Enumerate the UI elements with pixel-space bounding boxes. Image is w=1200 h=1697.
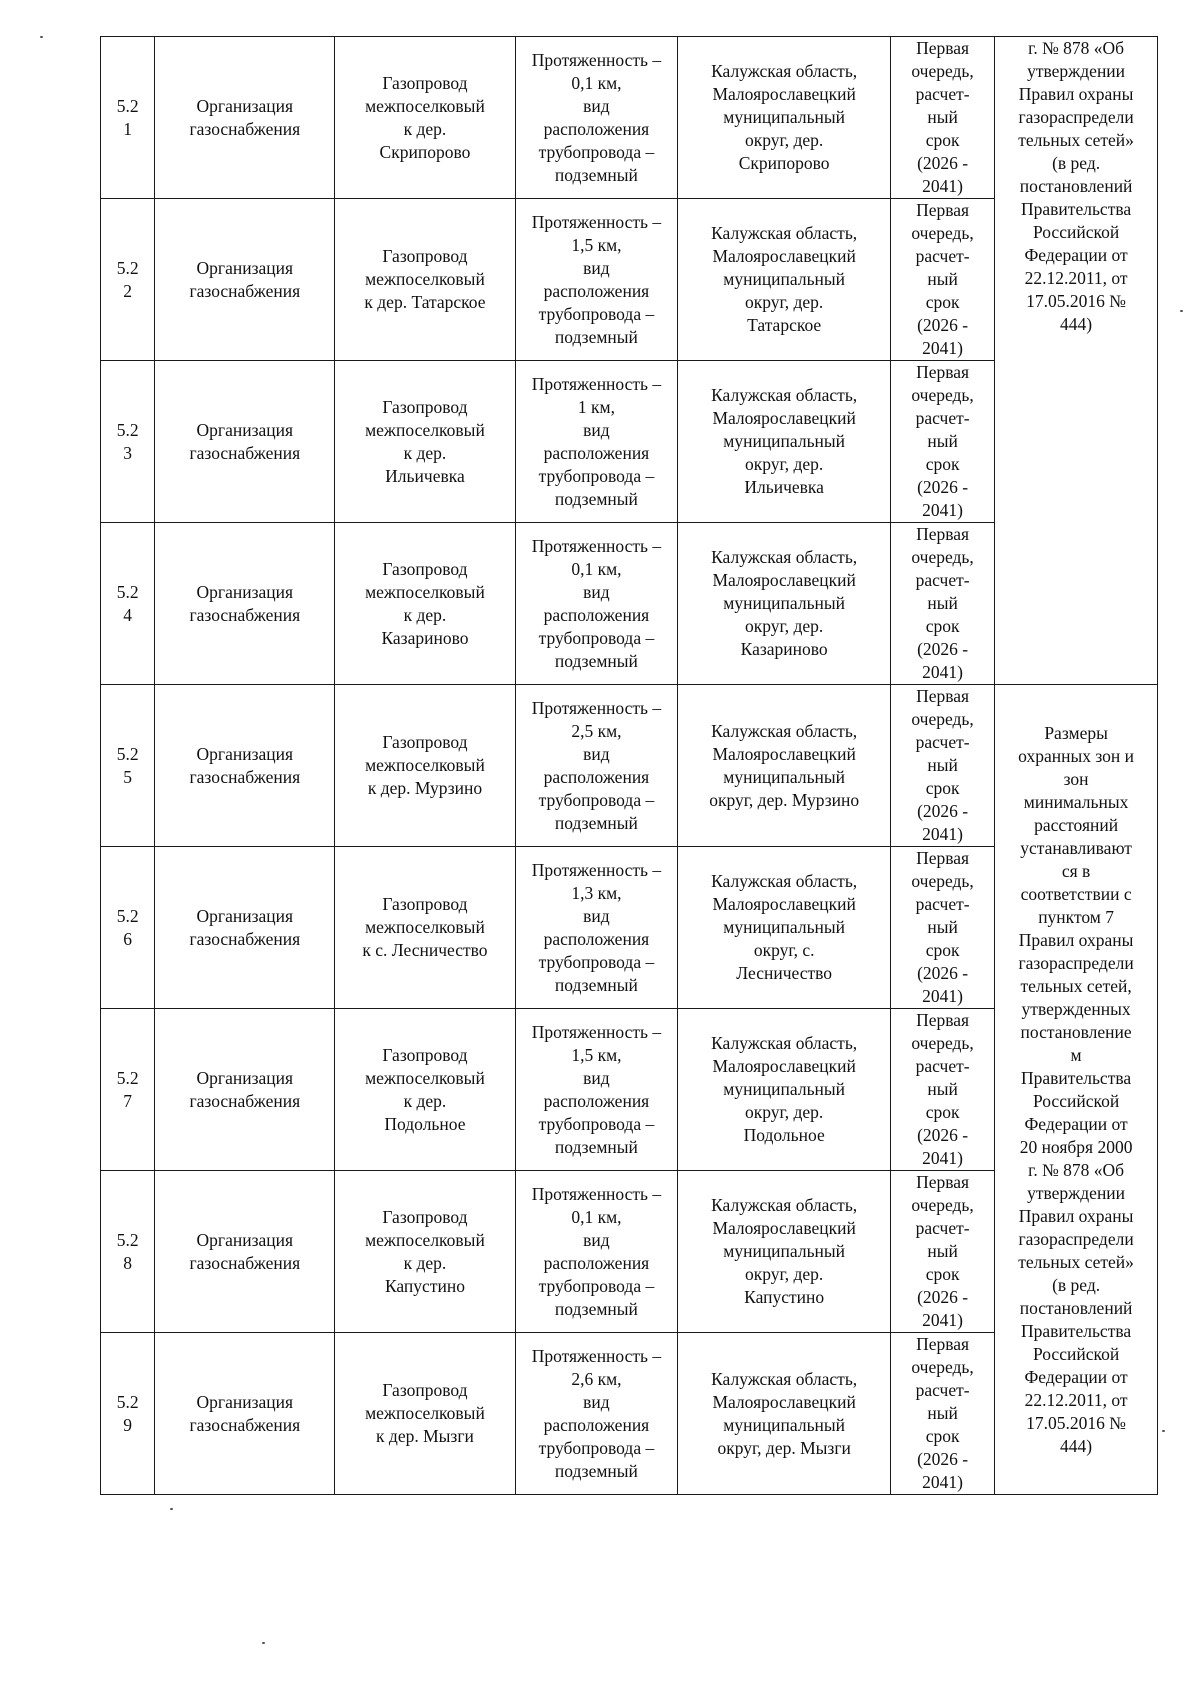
location-cell: Калужская область, Малоярославецкий муниципальный округ, дер. Капустино [678,1171,891,1333]
spec-cell: Протяженность – 0,1 км, вид расположения трубопровода – подземный [515,523,678,685]
row-number: 5.2 9 [101,1333,155,1495]
object-cell: Газопровод межпоселковый к дер. Казариново [335,523,515,685]
scan-speck [40,36,43,38]
stage-cell: Первая очередь, расчет- ный срок (2026 - 2041) [891,1009,995,1171]
stage-cell: Первая очередь, расчет- ный срок (2026 - 2041) [891,847,995,1009]
purpose-cell: Организация газоснабжения [155,199,335,361]
row-number: 5.2 2 [101,199,155,361]
stage-cell: Первая очередь, расчет- ный срок (2026 - 2041) [891,1171,995,1333]
spec-cell: Протяженность – 1,3 км, вид расположения трубопровода – подземный [515,847,678,1009]
location-cell: Калужская область, Малоярославецкий муниципальный округ, дер. Мызги [678,1333,891,1495]
location-cell: Калужская область, Малоярославецкий муниципальный округ, дер. Татарское [678,199,891,361]
location-cell: Калужская область, Малоярославецкий муниципальный округ, дер. Скрипорово [678,37,891,199]
scan-speck [170,1508,173,1510]
stage-cell: Первая очередь, расчет- ный срок (2026 - 2041) [891,199,995,361]
object-cell: Газопровод межпоселковый к дер. Подольное [335,1009,515,1171]
location-cell: Калужская область, Малоярославецкий муниципальный округ, дер. Ильичевка [678,361,891,523]
location-cell: Калужская область, Малоярославецкий муниципальный округ, с. Лесничество [678,847,891,1009]
stage-cell: Первая очередь, расчет- ный срок (2026 - 2041) [891,361,995,523]
purpose-cell: Организация газоснабжения [155,361,335,523]
spec-cell: Протяженность – 0,1 км, вид расположения трубопровода – подземный [515,37,678,199]
table-row [101,37,1158,199]
row-number: 5.2 5 [101,685,155,847]
gas-supply-objects-table [100,36,1158,1495]
row-number: 5.2 8 [101,1171,155,1333]
object-cell: Газопровод межпоселковый к дер. Капустино [335,1171,515,1333]
scan-speck [1162,1430,1165,1432]
purpose-cell: Организация газоснабжения [155,1009,335,1171]
purpose-cell: Организация газоснабжения [155,685,335,847]
purpose-cell: Организация газоснабжения [155,1333,335,1495]
location-cell: Калужская область, Малоярославецкий муниципальный округ, дер. Подольное [678,1009,891,1171]
purpose-cell: Организация газоснабжения [155,37,335,199]
object-cell: Газопровод межпоселковый к дер. Мызги [335,1333,515,1495]
location-cell: Калужская область, Малоярославецкий муниципальный округ, дер. Мурзино [678,685,891,847]
protection-zone-note-upper: г. № 878 «Об утверждении Правил охраны газораспредели тельных сетей» (в ред. постановлений Правительства Российской Федерации от 22.12.2011, от 17.05.2016 № 444) [995,37,1158,685]
table-row [101,685,1158,847]
stage-cell: Первая очередь, расчет- ный срок (2026 - 2041) [891,1333,995,1495]
spec-cell: Протяженность – 2,5 км, вид расположения трубопровода – подземный [515,685,678,847]
scan-speck [262,1642,265,1644]
object-cell: Газопровод межпоселковый к дер. Ильичевка [335,361,515,523]
row-number: 5.2 3 [101,361,155,523]
spec-cell: Протяженность – 1 км, вид расположения трубопровода – подземный [515,361,678,523]
row-number: 5.2 6 [101,847,155,1009]
object-cell: Газопровод межпоселковый к дер. Скрипорово [335,37,515,199]
object-cell: Газопровод межпоселковый к дер. Татарское [335,199,515,361]
object-cell: Газопровод межпоселковый к дер. Мурзино [335,685,515,847]
spec-cell: Протяженность – 1,5 км, вид расположения трубопровода – подземный [515,1009,678,1171]
stage-cell: Первая очередь, расчет- ный срок (2026 - 2041) [891,37,995,199]
purpose-cell: Организация газоснабжения [155,847,335,1009]
purpose-cell: Организация газоснабжения [155,523,335,685]
protection-zone-note-lower: Размеры охранных зон и зон минимальных расстояний устанавливают ся в соответствии с пунктом 7 Правил охраны газораспредели тельных сетей, утвержденных постановление м Правительства Российской Федерации от 20 ноября 2000 г. № 878 «Об утверждении Правил охраны газораспредели тельных сетей» (в ред. постановлений Правительства Российской Федерации от 22.12.2011, от 17.05.2016 № 444) [995,685,1158,1495]
spec-cell: Протяженность – 1,5 км, вид расположения трубопровода – подземный [515,199,678,361]
row-number: 5.2 7 [101,1009,155,1171]
spec-cell: Протяженность – 0,1 км, вид расположения трубопровода – подземный [515,1171,678,1333]
stage-cell: Первая очередь, расчет- ный срок (2026 - 2041) [891,685,995,847]
stage-cell: Первая очередь, расчет- ный срок (2026 - 2041) [891,523,995,685]
document-page [100,36,1158,1495]
row-number: 5.2 1 [101,37,155,199]
purpose-cell: Организация газоснабжения [155,1171,335,1333]
location-cell: Калужская область, Малоярославецкий муниципальный округ, дер. Казариново [678,523,891,685]
row-number: 5.2 4 [101,523,155,685]
scan-speck [1180,310,1183,312]
object-cell: Газопровод межпоселковый к с. Лесничество [335,847,515,1009]
spec-cell: Протяженность – 2,6 км, вид расположения трубопровода – подземный [515,1333,678,1495]
